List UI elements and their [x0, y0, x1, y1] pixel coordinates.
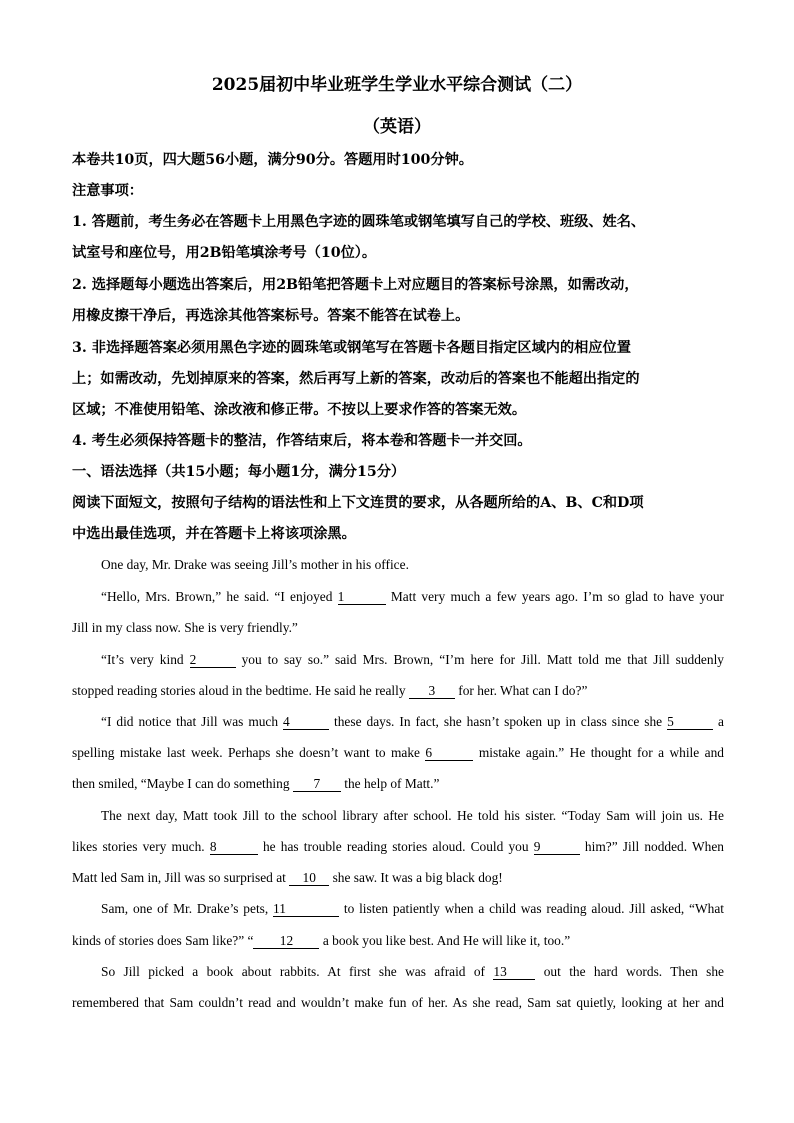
notice-line: 2. 选择题每小题选出答案后，用2B铅笔把答题卡上对应题目的答案标号涂黑，如需改动， [72, 277, 639, 293]
passage-line: “Hello, Mrs. Brown,” he said. “I enjoyed 1 Matt very much a few years ago. I’m so glad to have your [101, 589, 724, 604]
notice-heading: 注意事项： [72, 183, 143, 199]
section-heading: 一、语法选择（共15小题；每小题1分，满分15分） [72, 464, 406, 480]
section-instructions: 阅读下面短文，按照句子结构的语法性和上下文连贯的要求，从各题所给的A、B、C和D项 [72, 495, 644, 511]
blank-9: 9 [534, 839, 580, 855]
notice-line: 3. 非选择题答案必须用黑色字迹的圆珠笔或钢笔写在答题卡各题目指定区域内的相应位置 [72, 340, 631, 356]
blank-7: 7 [293, 776, 341, 792]
passage-line: stopped reading stories aloud in the bedtime. He said he really 3 for her. What can I do?” [72, 683, 588, 698]
passage-line: So Jill picked a book about rabbits. At first she was afraid of 13 out the hard words. Then she [101, 964, 724, 979]
notice-line: 区域；不准使用铅笔、涂改液和修正带。不按以上要求作答的答案无效。 [72, 402, 527, 418]
blank-1: 1 [338, 589, 386, 605]
blank-5: 5 [667, 714, 713, 730]
passage-line: “It’s very kind 2 you to say so.” said Mrs. Brown, “I’m here for Jill. Matt told me that Jill suddenly [101, 652, 724, 667]
passage-line: Matt led Sam in, Jill was so surprised at 10 she saw. It was a big black dog! [72, 870, 503, 885]
passage-line: The next day, Matt took Jill to the school library after school. He told his sister. “Today Sam will join us. He [101, 808, 724, 823]
blank-8: 8 [210, 839, 258, 855]
passage-line: Sam, one of Mr. Drake’s pets, 11 to listen patiently when a child was reading aloud. Jill asked, “What [101, 901, 724, 916]
passage-line: kinds of stories does Sam like?” “ 12 a book you like best. And He will like it, too.” [72, 933, 571, 948]
blank-12: 12 [253, 933, 319, 949]
blank-11: 11 [273, 901, 339, 917]
notice-line: 试室号和座位号，用2B铅笔填涂考号（10位）。 [72, 245, 377, 261]
notice-line: 1. 答题前，考生务必在答题卡上用黑色字迹的圆珠笔或钢笔填写自己的学校、班级、姓名、 [72, 214, 646, 230]
passage-line: One day, Mr. Drake was seeing Jill’s mother in his office. [101, 557, 409, 572]
passage-line: spelling mistake last week. Perhaps she doesn’t want to make 6 mistake again.” He thought for a while and [72, 745, 724, 760]
passage-line: likes stories very much. 8 he has trouble reading stories aloud. Could you 9 him?” Jill nodded. When [72, 839, 724, 854]
section-instructions: 中选出最佳选项，并在答题卡上将该项涂黑。 [72, 526, 356, 542]
passage-line: Jill in my class now. She is very friendly.” [72, 620, 298, 635]
blank-10: 10 [289, 870, 329, 886]
exam-subject: （英语） [363, 117, 431, 137]
passage-line: then smiled, “Maybe I can do something 7 the help of Matt.” [72, 776, 440, 791]
blank-2: 2 [190, 652, 236, 668]
blank-13: 13 [493, 964, 535, 980]
notice-line: 4. 考生必须保持答题卡的整洁，作答结束后，将本卷和答题卡一并交回。 [72, 433, 532, 449]
passage-line: “I did notice that Jill was much 4 these days. In fact, she hasn’t spoken up in class since she 5 a [101, 714, 724, 729]
blank-4: 4 [283, 714, 329, 730]
exam-title: 2025届初中毕业班学生学业水平综合测试（二） [211, 75, 583, 95]
exam-summary: 本卷共10页，四大题56小题，满分90分。答题用时100分钟。 [72, 152, 473, 168]
blank-3: 3 [409, 683, 455, 699]
notice-line: 上；如需改动，先划掉原来的答案，然后再写上新的答案，改动后的答案也不能超出指定的 [72, 371, 640, 387]
notice-line: 用橡皮擦干净后，再选涂其他答案标号。答案不能答在试卷上。 [72, 308, 470, 324]
passage-line: remembered that Sam couldn’t read and wouldn’t make fun of her. As she read, Sam sat quietly, looking at her and [72, 995, 724, 1010]
blank-6: 6 [425, 745, 473, 761]
